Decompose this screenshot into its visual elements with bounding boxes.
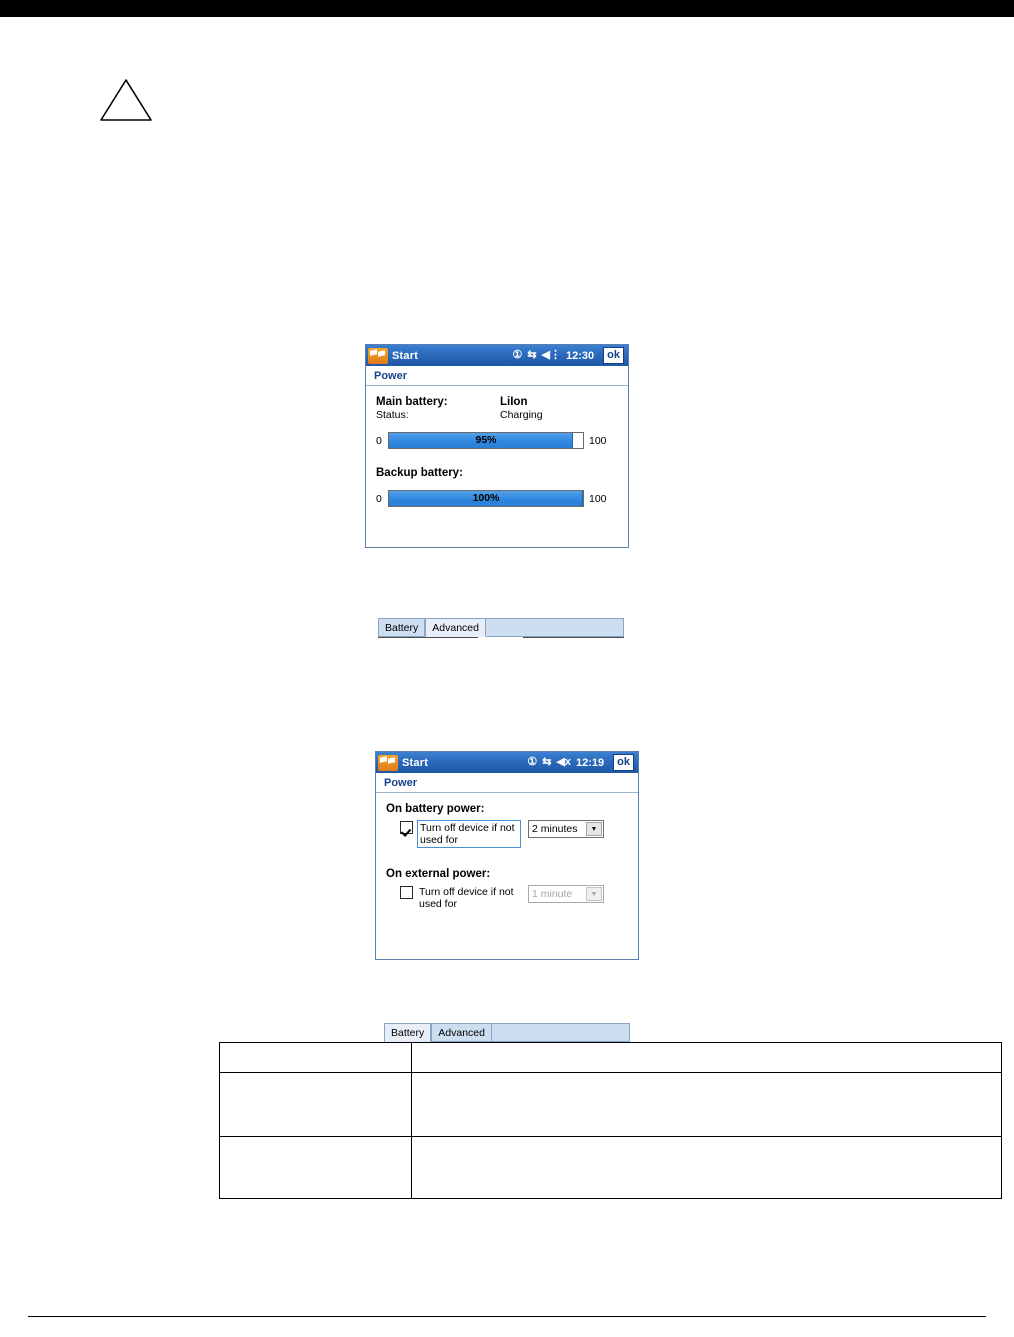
table-row (220, 1073, 1002, 1137)
connectivity-icon[interactable]: ⇆ (527, 349, 537, 361)
on-external-power-label: On external power: (386, 868, 491, 880)
battery-page-title: Power (366, 366, 628, 386)
main-battery-type: LiIon (500, 396, 528, 408)
status-value: Charging (500, 409, 543, 421)
backup-gauge-min: 0 (376, 492, 382, 505)
table-cell-header-1 (220, 1043, 412, 1073)
backup-battery-label: Backup battery: (376, 467, 463, 479)
advanced-body (376, 793, 638, 959)
battery-timeout-value: 2 minutes (532, 823, 578, 835)
battery-timeout-row (400, 820, 628, 848)
table-row (220, 1137, 1002, 1199)
battery-window-system-tray (512, 347, 626, 364)
external-timeout-value: 1 minute (532, 888, 573, 900)
table-cell-2-1 (220, 1137, 412, 1199)
tab-battery[interactable]: Battery (378, 618, 425, 637)
warning-triangle-icon (98, 76, 154, 124)
clock-icon[interactable]: ① (527, 756, 538, 768)
main-battery-row (376, 396, 618, 408)
table-cell-1-1 (220, 1073, 412, 1137)
power-battery-window (365, 344, 629, 548)
tab-battery[interactable]: Battery (384, 1023, 431, 1042)
titlebar-clock: 12:30 (566, 349, 595, 362)
advanced-window-system-tray (527, 754, 636, 771)
battery-tabs-underline-left (378, 637, 478, 638)
start-menu-label[interactable]: Start (392, 349, 419, 362)
table-row (220, 1043, 1002, 1073)
chevron-down-icon[interactable]: ▼ (586, 822, 602, 836)
clock-icon[interactable]: ① (512, 349, 523, 361)
backup-battery-gauge-line (376, 490, 618, 507)
volume-icon[interactable]: ◀⋮ (541, 349, 562, 361)
external-timeout-row (400, 885, 628, 911)
battery-window-titlebar (366, 345, 628, 366)
battery-timeout-select[interactable] (528, 820, 604, 838)
main-battery-gauge-line (376, 432, 618, 449)
connectivity-icon[interactable]: ⇆ (542, 756, 552, 768)
advanced-page-title: Power (376, 773, 638, 793)
backup-battery-gauge (388, 490, 584, 507)
battery-tabs-underline-right (523, 637, 624, 638)
status-label: Status: (376, 409, 409, 421)
advanced-screen-tabs (384, 1022, 630, 1042)
external-timeout-select[interactable] (528, 885, 604, 903)
external-turnoff-label[interactable]: Turn off device if not used for (419, 886, 514, 910)
start-menu-label[interactable]: Start (402, 756, 429, 769)
on-battery-power-label: On battery power: (386, 803, 485, 815)
battery-screen-tabs (378, 617, 624, 637)
page-top-band (0, 0, 1014, 17)
footer-rule (28, 1316, 986, 1317)
reference-table (219, 1042, 1002, 1199)
power-advanced-window (375, 751, 639, 960)
main-battery-label: Main battery: (376, 396, 448, 408)
titlebar-clock: 12:19 (576, 756, 605, 769)
advanced-window-titlebar (376, 752, 638, 773)
battery-turnoff-label[interactable]: Turn off device if not used for (417, 820, 521, 848)
table-cell-2-2 (412, 1137, 1002, 1199)
tabs-filler (486, 618, 624, 637)
main-gauge-max: 100 (589, 434, 607, 447)
main-battery-gauge (388, 432, 584, 449)
table-cell-header-2 (412, 1043, 1002, 1073)
chevron-down-icon[interactable]: ▼ (586, 887, 602, 901)
volume-mute-icon[interactable]: ◀x (556, 756, 572, 768)
windows-start-flag-icon[interactable] (378, 755, 398, 771)
main-gauge-min: 0 (376, 434, 382, 447)
battery-turnoff-checkbox[interactable] (400, 821, 413, 834)
ok-button[interactable]: ok (613, 754, 634, 771)
battery-body (366, 386, 628, 547)
ok-button[interactable]: ok (603, 347, 624, 364)
tab-advanced[interactable]: Advanced (425, 618, 486, 637)
table-cell-1-2 (412, 1073, 1002, 1137)
backup-gauge-value-label: 100% (472, 492, 500, 504)
main-gauge-value-label: 95% (475, 434, 497, 446)
backup-gauge-max: 100 (589, 492, 607, 505)
tab-advanced[interactable]: Advanced (431, 1023, 492, 1042)
windows-start-flag-icon[interactable] (368, 348, 388, 364)
tabs-filler (492, 1023, 630, 1042)
external-turnoff-checkbox[interactable] (400, 886, 413, 899)
status-row (376, 409, 618, 421)
